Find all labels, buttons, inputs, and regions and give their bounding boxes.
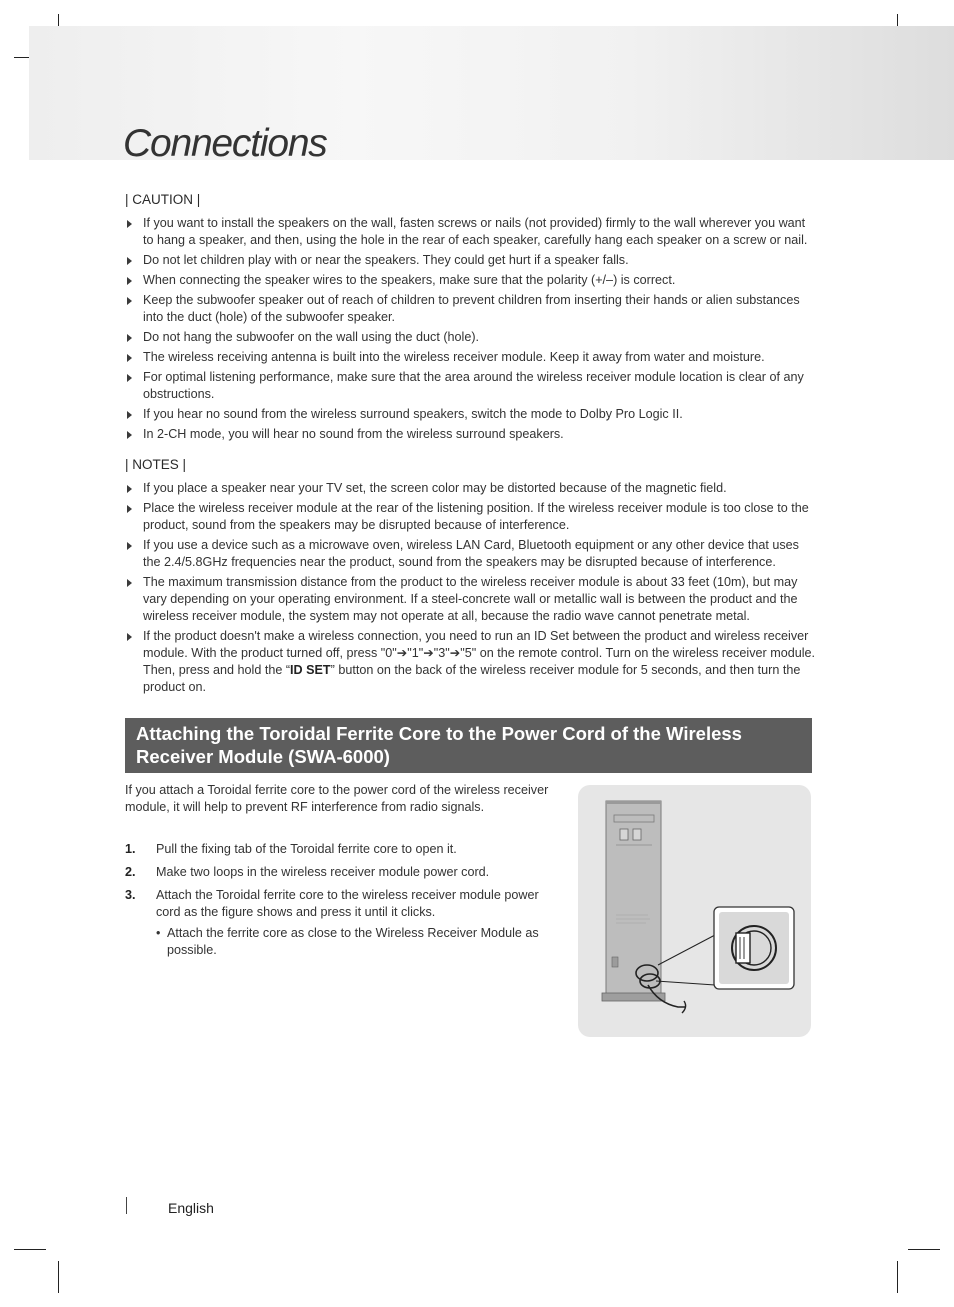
step-number: 3. bbox=[125, 888, 136, 902]
crop-mark bbox=[14, 1249, 46, 1250]
caution-list bbox=[125, 215, 815, 443]
step-item: 3. Attach the Toroidal ferrite core to the wireless receiver module power cord as the figure shows and press it until it clicks. • Attach the ferrite core as close to the Wireless Receiver Module as possible. bbox=[125, 887, 555, 959]
arrow-right-icon bbox=[127, 485, 132, 493]
list-item: Place the wireless receiver module at the rear of the listening position. If the wireless receiver module is too close to the product, sound from the speakers may be disrupted because of interference. bbox=[125, 500, 815, 534]
bullet-icon: • bbox=[156, 926, 161, 940]
step-item: 1. Pull the fixing tab of the Toroidal ferrite core to open it. bbox=[125, 842, 457, 856]
crop-mark bbox=[58, 1261, 59, 1293]
list-item: If you want to install the speakers on the wall, fasten screws or nails (not provided) firmly to the wall wherever you want to hang a speaker, and then, using the hole in the rear of each speaker, carefully hang each speaker on a screw or nail. bbox=[125, 215, 815, 249]
arrow-right-icon bbox=[127, 374, 132, 382]
list-item: Do not let children play with or near the speakers. They could get hurt if a speaker falls. bbox=[125, 252, 815, 269]
footer-language: English bbox=[168, 1200, 214, 1216]
arrow-right-icon bbox=[127, 257, 132, 265]
list-item: For optimal listening performance, make sure that the area around the wireless receiver module location is clear of any obstructions. bbox=[125, 369, 815, 403]
list-item: In 2-CH mode, you will hear no sound from the wireless surround speakers. bbox=[125, 426, 815, 443]
arrow-right-icon bbox=[127, 277, 132, 285]
arrow-right-icon bbox=[127, 505, 132, 513]
arrow-right-icon bbox=[127, 297, 132, 305]
step-number: 2. bbox=[125, 865, 136, 879]
caution-label: | CAUTION | bbox=[125, 192, 201, 207]
list-item: When connecting the speaker wires to the speakers, make sure that the polarity (+/–) is correct. bbox=[125, 272, 815, 289]
list-item: If you use a device such as a microwave oven, wireless LAN Card, Bluetooth equipment or any other device that uses the 2.4/5.8GHz frequencies near the product, sound from the speakers may be disrupted because of interference. bbox=[125, 537, 815, 571]
crop-mark bbox=[897, 1261, 898, 1293]
arrow-right-icon bbox=[127, 334, 132, 342]
page-title: Connections bbox=[123, 122, 327, 165]
step-item: 2. Make two loops in the wireless receiver module power cord. bbox=[125, 865, 490, 879]
id-set-label: ID SET bbox=[290, 663, 331, 677]
list-item: Keep the subwoofer speaker out of reach of children to prevent children from inserting their hands or alien substances into the duct (hole) of the subwoofer speaker. bbox=[125, 292, 815, 326]
main-content bbox=[125, 191, 815, 699]
crop-mark bbox=[908, 1249, 940, 1250]
list-item: Do not hang the subwoofer on the wall using the duct (hole). bbox=[125, 329, 815, 346]
arrow-right-icon bbox=[127, 220, 132, 228]
list-item: If you place a speaker near your TV set, the screen color may be distorted because of the magnetic field. bbox=[125, 480, 815, 497]
step-number: 1. bbox=[125, 842, 136, 856]
ferrite-core-illustration bbox=[578, 785, 811, 1037]
arrow-right-icon bbox=[127, 633, 132, 641]
steps-list bbox=[125, 841, 555, 965]
arrow-right-icon bbox=[127, 542, 132, 550]
notes-list bbox=[125, 480, 815, 696]
sub-note: • Attach the ferrite core as close to the Wireless Receiver Module as possible. bbox=[156, 926, 539, 957]
section-intro: If you attach a Toroidal ferrite core to the power cord of the wireless receiver module, it will help to prevent RF interference from radio signals. bbox=[125, 783, 549, 814]
arrow-right-icon bbox=[127, 354, 132, 362]
notes-label: | NOTES | bbox=[125, 457, 187, 472]
list-item: If the product doesn't make a wireless connection, you need to run an ID Set between the product and wireless receiver module. With the product turned off, press "0"➔"1"➔"3"➔"5" on the remote control. Turn on the wireless receiver module. Then, press and hold the “ID SET” button on the back of the wireless receiver module for 5 seconds, and then turn the product on. bbox=[125, 628, 815, 696]
section-header bbox=[125, 718, 812, 773]
receiver-module-diagram bbox=[578, 785, 811, 1037]
arrow-right-icon bbox=[127, 431, 132, 439]
arrow-right-icon bbox=[127, 579, 132, 587]
arrow-right-icon bbox=[127, 411, 132, 419]
list-item: The maximum transmission distance from the product to the wireless receiver module is about 33 feet (10m), but may vary depending on your operating environment. If a steel-concrete wall or metallic wall is between the product and the wireless receiver module, the system may not operate at all, because the radio wave cannot penetrate metal. bbox=[125, 574, 815, 625]
list-item: If you hear no sound from the wireless surround speakers, switch the mode to Dolby Pro Logic II. bbox=[125, 406, 815, 423]
list-item: The wireless receiving antenna is built into the wireless receiver module. Keep it away from water and moisture. bbox=[125, 349, 815, 366]
footer-divider bbox=[126, 1197, 127, 1214]
section-title: Attaching the Toroidal Ferrite Core to the Power Cord of the Wireless Receiver Module (SWA-6000) bbox=[136, 723, 742, 767]
